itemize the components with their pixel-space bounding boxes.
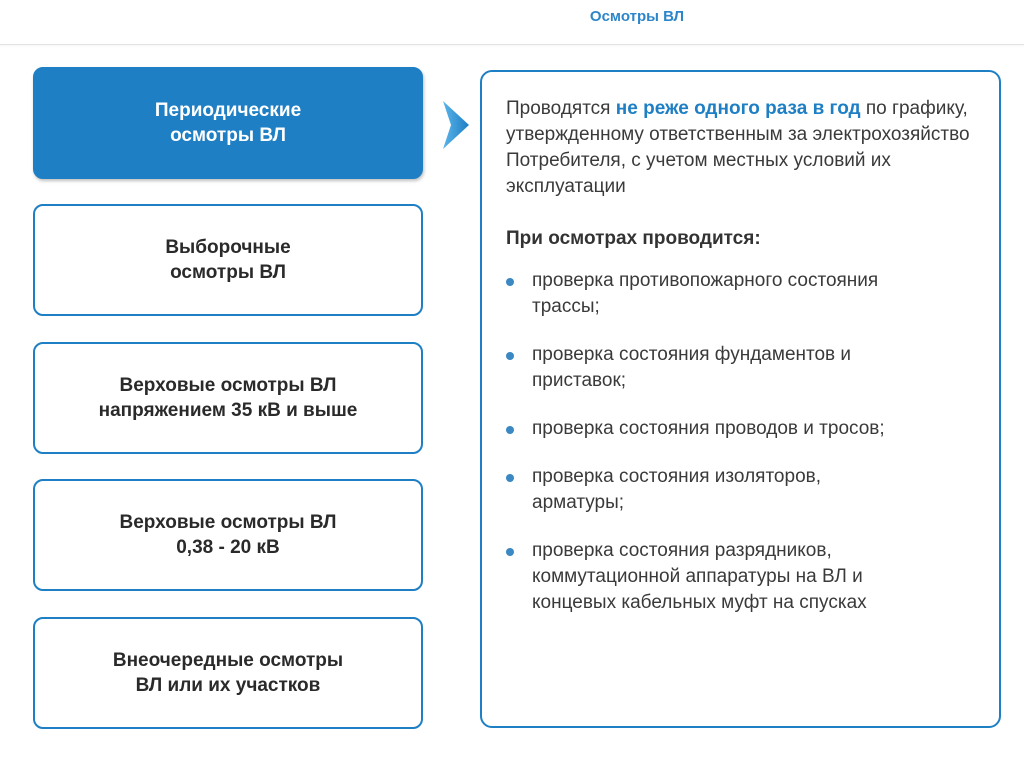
nav-item-selective-inspections[interactable]	[33, 204, 423, 316]
nav-item-extraordinary-inspections[interactable]	[33, 617, 423, 729]
nav-item-periodic-inspections[interactable]	[33, 67, 423, 179]
list-item-text: проверка состояния фундаментов и приставок;	[532, 344, 852, 391]
list-item	[506, 464, 979, 516]
intro-rest: по графику, утвержденному ответственным за электрохозяйство Потребителя, с учетом местных условий их эксплуатации	[506, 98, 970, 197]
chevron-right-icon	[441, 101, 471, 149]
nav-item-label: Внеочередные осмотры ВЛ или их участков	[112, 650, 344, 696]
nav-item-top-inspections-35kv[interactable]	[33, 342, 423, 454]
dot-bullet-icon	[506, 426, 514, 434]
dot-bullet-icon	[506, 278, 514, 286]
nav-item-label: Периодические осмотры ВЛ	[154, 100, 302, 146]
check-list	[506, 268, 979, 616]
intro-highlight: не реже одного раза в год	[615, 98, 861, 119]
list-heading: При осмотрах проводится:	[506, 228, 761, 249]
list-item-text: проверка противопожарного состояния трассы;	[532, 270, 879, 317]
list-item-text: проверка состояния разрядников, коммутационной аппаратуры на ВЛ и концевых кабельных муфт на спусках	[532, 540, 867, 613]
list-item-text: проверка состояния проводов и тросов;	[532, 418, 885, 439]
list-item	[506, 416, 979, 442]
page-title: Осмотры ВЛ	[589, 8, 685, 25]
nav-item-label: Верховые осмотры ВЛ 0,38 - 20 кВ	[119, 512, 337, 558]
nav-item-label: Верховые осмотры ВЛ напряжением 35 кВ и выше	[98, 375, 358, 421]
list-item	[506, 268, 979, 320]
dot-bullet-icon	[506, 352, 514, 360]
list-item	[506, 342, 979, 394]
intro-text	[506, 96, 979, 200]
intro-prefix: Проводятся	[506, 98, 616, 119]
list-item	[506, 538, 979, 616]
nav-item-top-inspections-0-38-20kv[interactable]	[33, 479, 423, 591]
list-item-text: проверка состояния изоляторов, арматуры;	[532, 466, 822, 513]
dot-bullet-icon	[506, 474, 514, 482]
dot-bullet-icon	[506, 548, 514, 556]
details-panel	[480, 70, 1001, 728]
header-bar	[0, 0, 1024, 45]
nav-item-label: Выборочные осмотры ВЛ	[165, 237, 291, 283]
